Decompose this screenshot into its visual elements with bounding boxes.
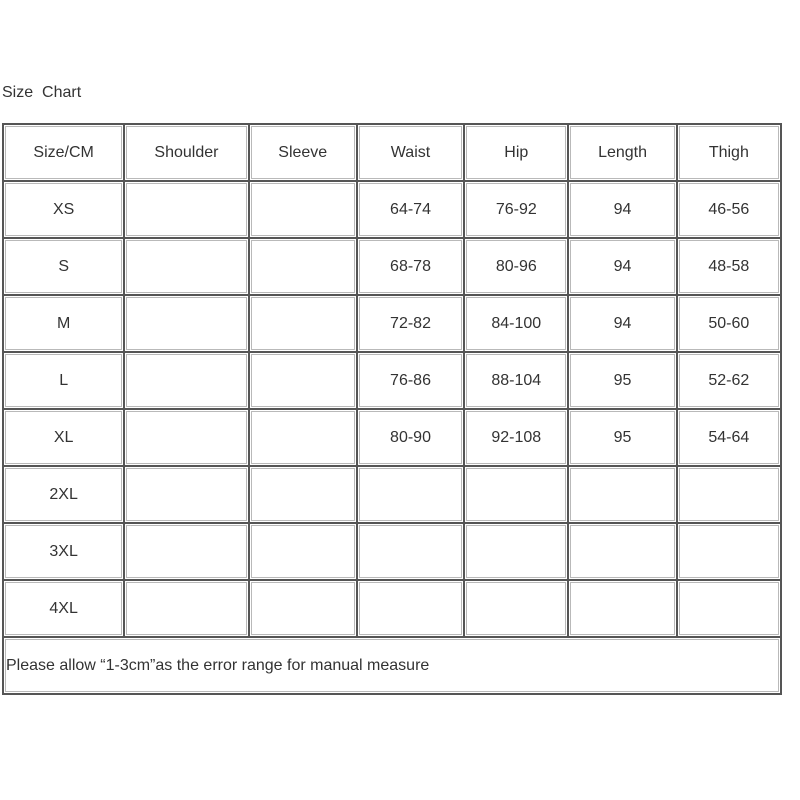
cell-waist bbox=[357, 466, 464, 523]
cell-size: S bbox=[3, 238, 124, 295]
header-cell-shoulder: Shoulder bbox=[124, 124, 248, 181]
cell-sleeve bbox=[249, 523, 357, 580]
cell-size: 3XL bbox=[3, 523, 124, 580]
cell-thigh: 46-56 bbox=[677, 181, 781, 238]
cell-waist: 76-86 bbox=[357, 352, 464, 409]
cell-length: 95 bbox=[568, 352, 676, 409]
cell-hip: 84-100 bbox=[464, 295, 568, 352]
cell-thigh: 54-64 bbox=[677, 409, 781, 466]
table-header-row bbox=[3, 124, 781, 181]
cell-hip: 80-96 bbox=[464, 238, 568, 295]
cell-length: 94 bbox=[568, 295, 676, 352]
cell-length: 95 bbox=[568, 409, 676, 466]
table-row bbox=[3, 181, 781, 238]
table-row bbox=[3, 295, 781, 352]
cell-size: 2XL bbox=[3, 466, 124, 523]
cell-shoulder bbox=[124, 238, 248, 295]
cell-shoulder bbox=[124, 466, 248, 523]
header-cell-sleeve: Sleeve bbox=[249, 124, 357, 181]
cell-hip: 76-92 bbox=[464, 181, 568, 238]
table-row bbox=[3, 409, 781, 466]
table-row bbox=[3, 523, 781, 580]
cell-shoulder bbox=[124, 295, 248, 352]
cell-waist: 72-82 bbox=[357, 295, 464, 352]
table-row bbox=[3, 580, 781, 637]
header-cell-length: Length bbox=[568, 124, 676, 181]
table-row bbox=[3, 466, 781, 523]
cell-shoulder bbox=[124, 181, 248, 238]
cell-hip bbox=[464, 466, 568, 523]
cell-size: M bbox=[3, 295, 124, 352]
cell-length: 94 bbox=[568, 238, 676, 295]
cell-size: 4XL bbox=[3, 580, 124, 637]
cell-hip: 88-104 bbox=[464, 352, 568, 409]
measurement-note: Please allow “1-3cm”as the error range for manual measure bbox=[3, 637, 781, 694]
header-cell-hip: Hip bbox=[464, 124, 568, 181]
cell-waist: 64-74 bbox=[357, 181, 464, 238]
cell-waist bbox=[357, 523, 464, 580]
cell-length: 94 bbox=[568, 181, 676, 238]
cell-sleeve bbox=[249, 181, 357, 238]
cell-length bbox=[568, 466, 676, 523]
header-cell-thigh: Thigh bbox=[677, 124, 781, 181]
cell-sleeve bbox=[249, 295, 357, 352]
cell-hip bbox=[464, 580, 568, 637]
cell-sleeve bbox=[249, 238, 357, 295]
cell-shoulder bbox=[124, 409, 248, 466]
cell-length bbox=[568, 580, 676, 637]
cell-thigh: 50-60 bbox=[677, 295, 781, 352]
cell-hip: 92-108 bbox=[464, 409, 568, 466]
table-row bbox=[3, 352, 781, 409]
table-row bbox=[3, 238, 781, 295]
cell-thigh bbox=[677, 523, 781, 580]
cell-shoulder bbox=[124, 523, 248, 580]
cell-shoulder bbox=[124, 580, 248, 637]
cell-thigh bbox=[677, 580, 781, 637]
cell-sleeve bbox=[249, 466, 357, 523]
note-row bbox=[3, 637, 781, 694]
cell-waist: 68-78 bbox=[357, 238, 464, 295]
cell-hip bbox=[464, 523, 568, 580]
cell-thigh bbox=[677, 466, 781, 523]
cell-shoulder bbox=[124, 352, 248, 409]
cell-waist: 80-90 bbox=[357, 409, 464, 466]
cell-size: L bbox=[3, 352, 124, 409]
size-chart-table bbox=[2, 123, 782, 695]
cell-sleeve bbox=[249, 352, 357, 409]
cell-thigh: 52-62 bbox=[677, 352, 781, 409]
cell-size: XL bbox=[3, 409, 124, 466]
cell-thigh: 48-58 bbox=[677, 238, 781, 295]
cell-length bbox=[568, 523, 676, 580]
header-cell-size: Size/CM bbox=[3, 124, 124, 181]
cell-sleeve bbox=[249, 409, 357, 466]
cell-sleeve bbox=[249, 580, 357, 637]
size-chart-title: Size Chart bbox=[2, 84, 82, 101]
cell-waist bbox=[357, 580, 464, 637]
header-cell-waist: Waist bbox=[357, 124, 464, 181]
cell-size: XS bbox=[3, 181, 124, 238]
